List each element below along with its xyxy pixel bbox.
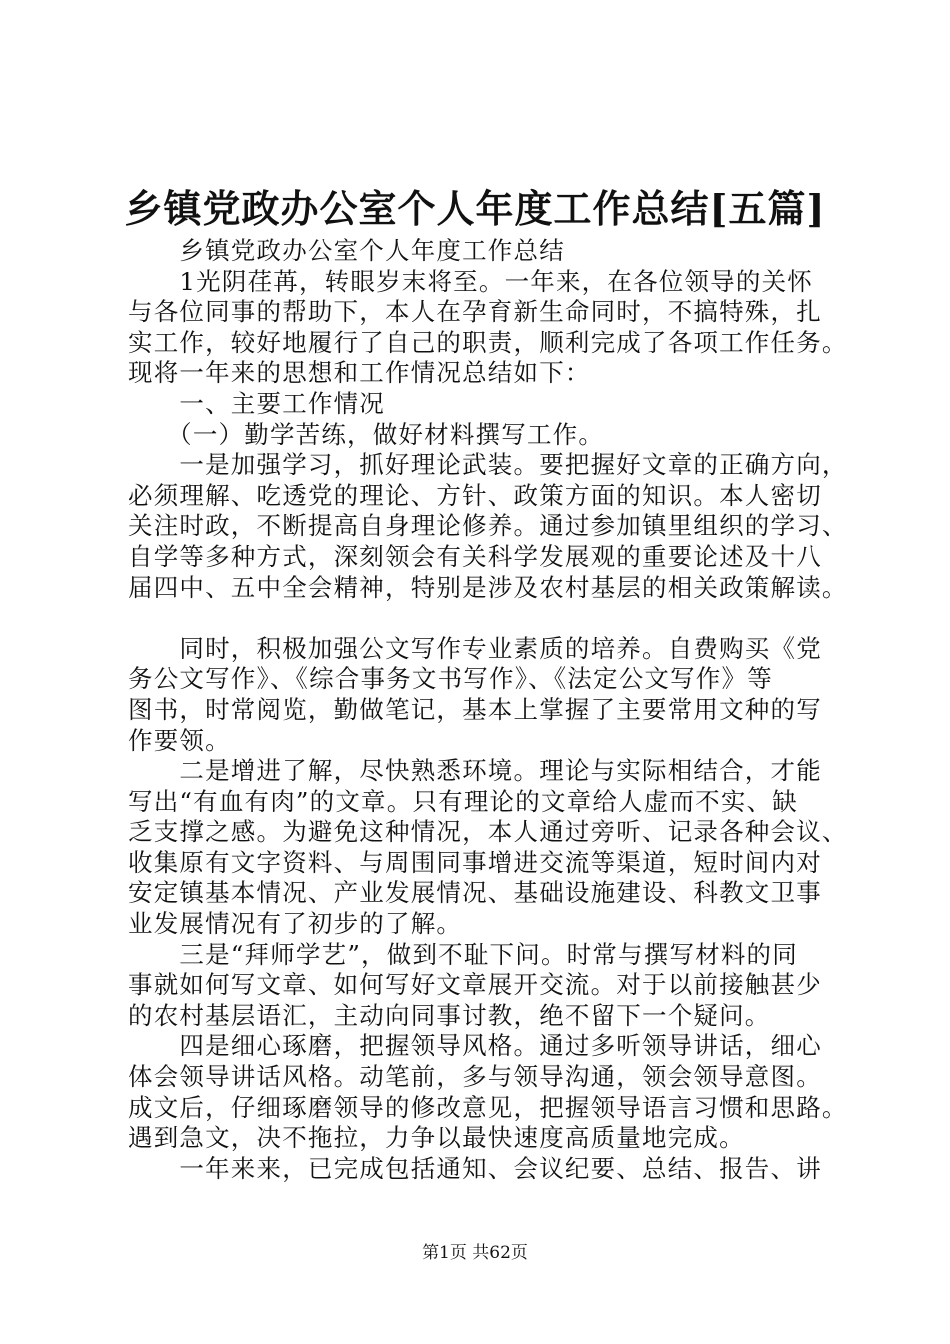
body-line: 收集原有文字资料、与周围同事增进交流等渠道，短时间内对 [128,847,822,877]
body-line: 与各位同事的帮助下，本人在孕育新生命同时，不搞特殊，扎 [128,297,822,327]
section-heading: 一、主要工作情况 [128,388,385,418]
body-line: 现将一年来的思想和工作情况总结如下： [128,358,591,388]
subsection-heading: （一）勤学苦练，做好材料撰写工作。 [128,419,605,449]
document-title: 乡镇党政办公室个人年度工作总结[五篇] [124,186,826,231]
body-line: 乡镇党政办公室个人年度工作总结 [128,236,565,265]
body-line: 四是细心琢磨，把握领导风格。通过多听领导讲话，细心 [128,1031,822,1061]
body-line: 自学等多种方式，深刻领会有关科学发展观的重要论述及十八 [128,541,822,571]
body-line: 一年来来，已完成包括通知、会议纪要、总结、报告、讲 [128,1153,822,1183]
body-line: 安定镇基本情况、产业发展情况、基础设施建设、科教文卫事 [128,878,822,908]
body-line: 同时，积极加强公文写作专业素质的培养。自费购买《党 [128,633,822,663]
body-line: 务公文写作》、《综合事务文书写作》、《法定公文写作》等 [128,664,773,694]
body-line: 乏支撑之感。为避免这种情况，本人通过旁听、记录各种会议、 [128,817,848,847]
body-line: 三是“拜师学艺”，做到不耻下问。时常与撰写材料的同 [128,939,798,969]
document-body [128,236,848,1184]
page-number-footer: 第1页 共62页 [422,1243,528,1263]
body-line: 体会领导讲话风格。动笔前，多与领导沟通，领会领导意图。 [128,1062,822,1092]
body-line: 写出“有血有肉”的文章。只有理论的文章给人虚而不实、缺 [128,786,798,816]
body-line: 一是加强学习，抓好理论武装。要把握好文章的正确方向， [128,450,848,480]
body-line: 图书，时常阅览，勤做笔记，基本上掌握了主要常用文种的写 [128,694,822,724]
body-line: 作要领。 [128,725,231,755]
body-line: 的农村基层语汇，主动向同事讨教，绝不留下一个疑问。 [128,1000,771,1030]
body-line: 二是增进了解，尽快熟悉环境。理论与实际相结合，才能 [128,756,822,786]
body-line: 必须理解、吃透党的理论、方针、政策方面的知识。本人密切 [128,480,822,510]
body-line: 成文后，仔细琢磨领导的修改意见，把握领导语言习惯和思路。 [128,1092,848,1122]
body-line: 关注时政，不断提高自身理论修养。通过参加镇里组织的学习、 [128,511,848,541]
body-line: 遇到急文，决不拖拉，力争以最快速度高质量地完成。 [128,1123,745,1153]
paragraph-gap [128,603,833,634]
body-line: 1光阴荏苒，转眼岁末将至。一年来，在各位领导的关怀 [128,266,813,296]
body-line: 业发展情况有了初步的了解。 [128,909,463,939]
body-line: 届四中、五中全会精神，特别是涉及农村基层的相关政策解读。 [128,572,848,602]
body-line: 事就如何写文章、如何写好文章展开交流。对于以前接触甚少 [128,970,822,1000]
body-line: 实工作，较好地履行了自己的职责，顺利完成了各项工作任务。 [128,327,848,357]
